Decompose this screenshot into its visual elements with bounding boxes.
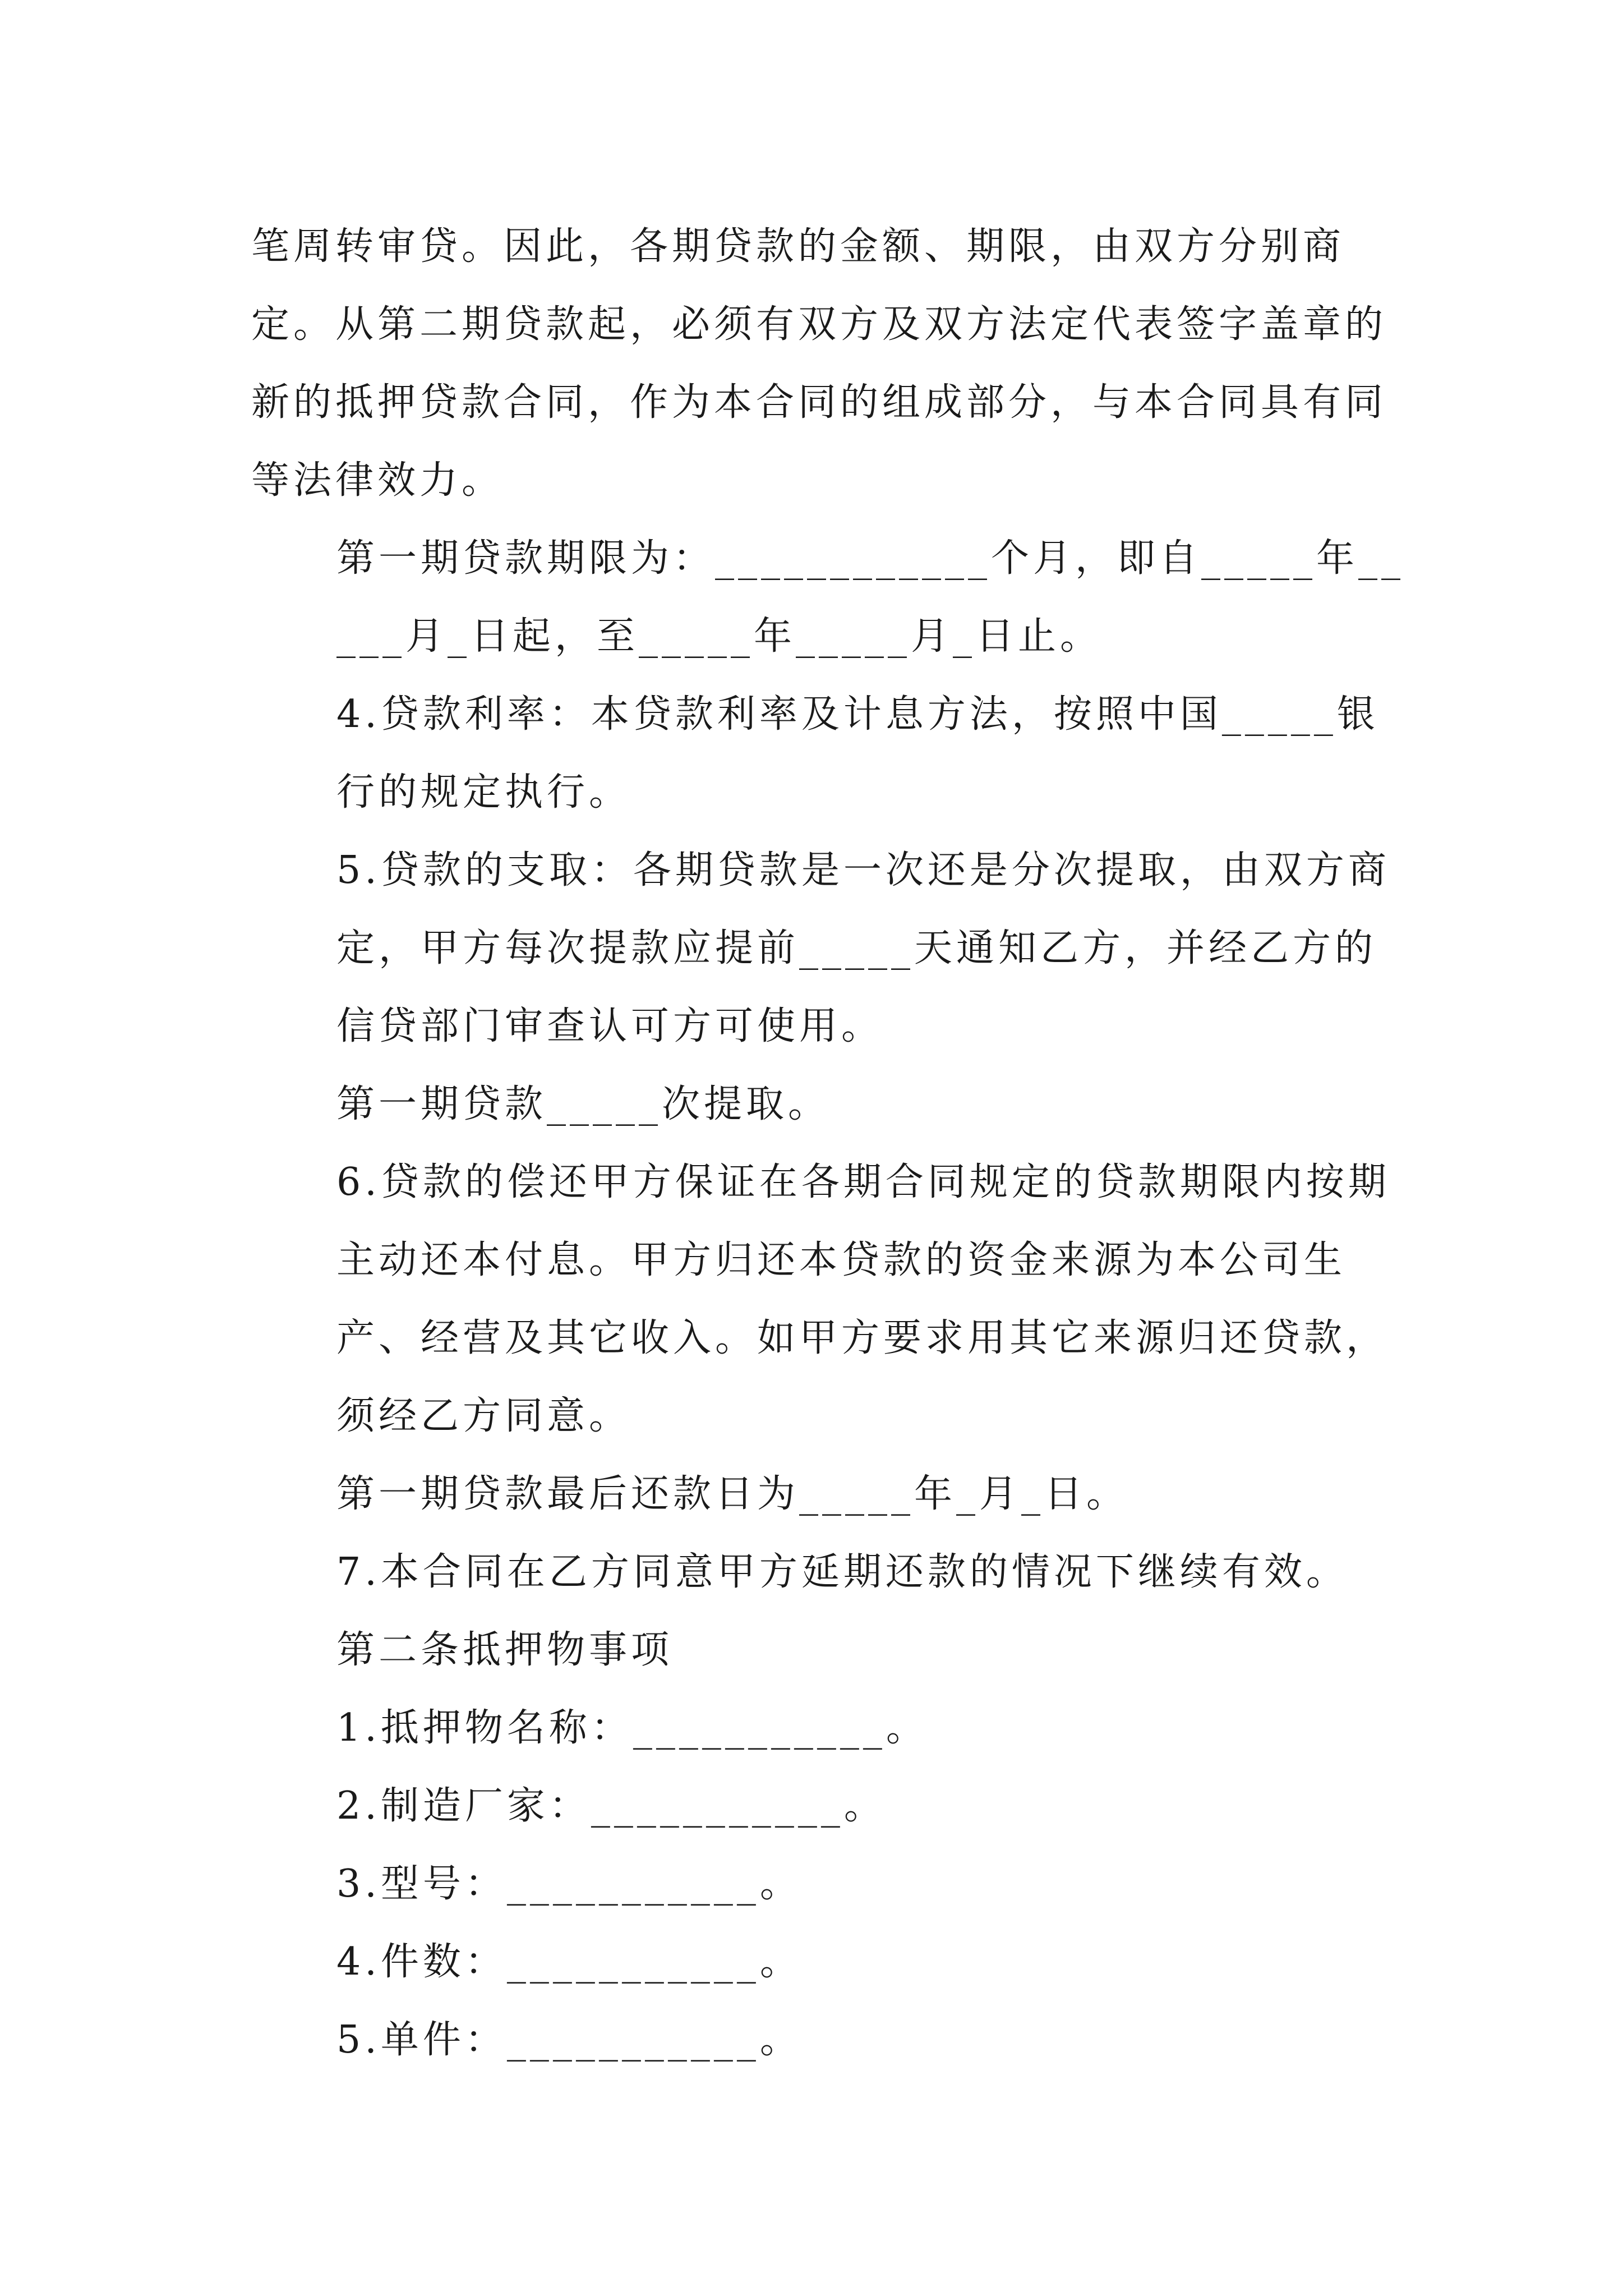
list-item-model: 3.型号：___________。	[336, 1862, 802, 1906]
section-heading-collateral: 第二条抵押物事项	[336, 1628, 674, 1672]
paragraph-extension-validity: 7.本合同在乙方同意甲方延期还款的情况下继续有效。	[336, 1550, 1348, 1594]
paragraph-final-repayment-date: 第一期贷款最后还款日为_____年_月_日。	[336, 1472, 1129, 1516]
paragraph-loan-terms-continued: 笔周转审贷。因此，各期贷款的金额、期限，由双方分别商定。从第二期贷款起，必须有双方及双方法定代表签字盖章的新的抵押贷款合同，作为本合同的组成部分，与本合同具有同等法律效力。	[251, 224, 1387, 503]
paragraph-interest-rate: 4.贷款利率：本贷款利率及计息方法，按照中国_____银行的规定执行。	[336, 692, 1379, 815]
list-item-manufacturer: 2.制造厂家：___________。	[336, 1784, 886, 1828]
list-item-unit: 5.单件：___________。	[336, 2018, 802, 2062]
list-item-collateral-name: 1.抵押物名称：___________。	[336, 1706, 928, 1750]
list-item-quantity: 4.件数：___________。	[336, 1940, 802, 1984]
document-body	[251, 208, 1418, 2079]
paragraph-first-period-term: 第一期贷款期限为：____________个月，即自_____年_____月_日起，至_____年_____月_日止。	[336, 536, 1405, 659]
paragraph-loan-withdrawal: 5.贷款的支取：各期贷款是一次还是分次提取，由双方商定，甲方每次提款应提前_____天通知乙方，并经乙方的信贷部门审查认可方可使用。	[336, 848, 1390, 1048]
paragraph-loan-repayment: 6.贷款的偿还甲方保证在各期合同规定的贷款期限内按期主动还本付息。甲方归还本贷款的资金来源为本公司生产、经营及其它收入。如甲方要求用其它来源归还贷款，须经乙方同意。	[336, 1160, 1390, 1438]
paragraph-first-withdrawal: 第一期贷款_____次提取。	[336, 1082, 831, 1126]
